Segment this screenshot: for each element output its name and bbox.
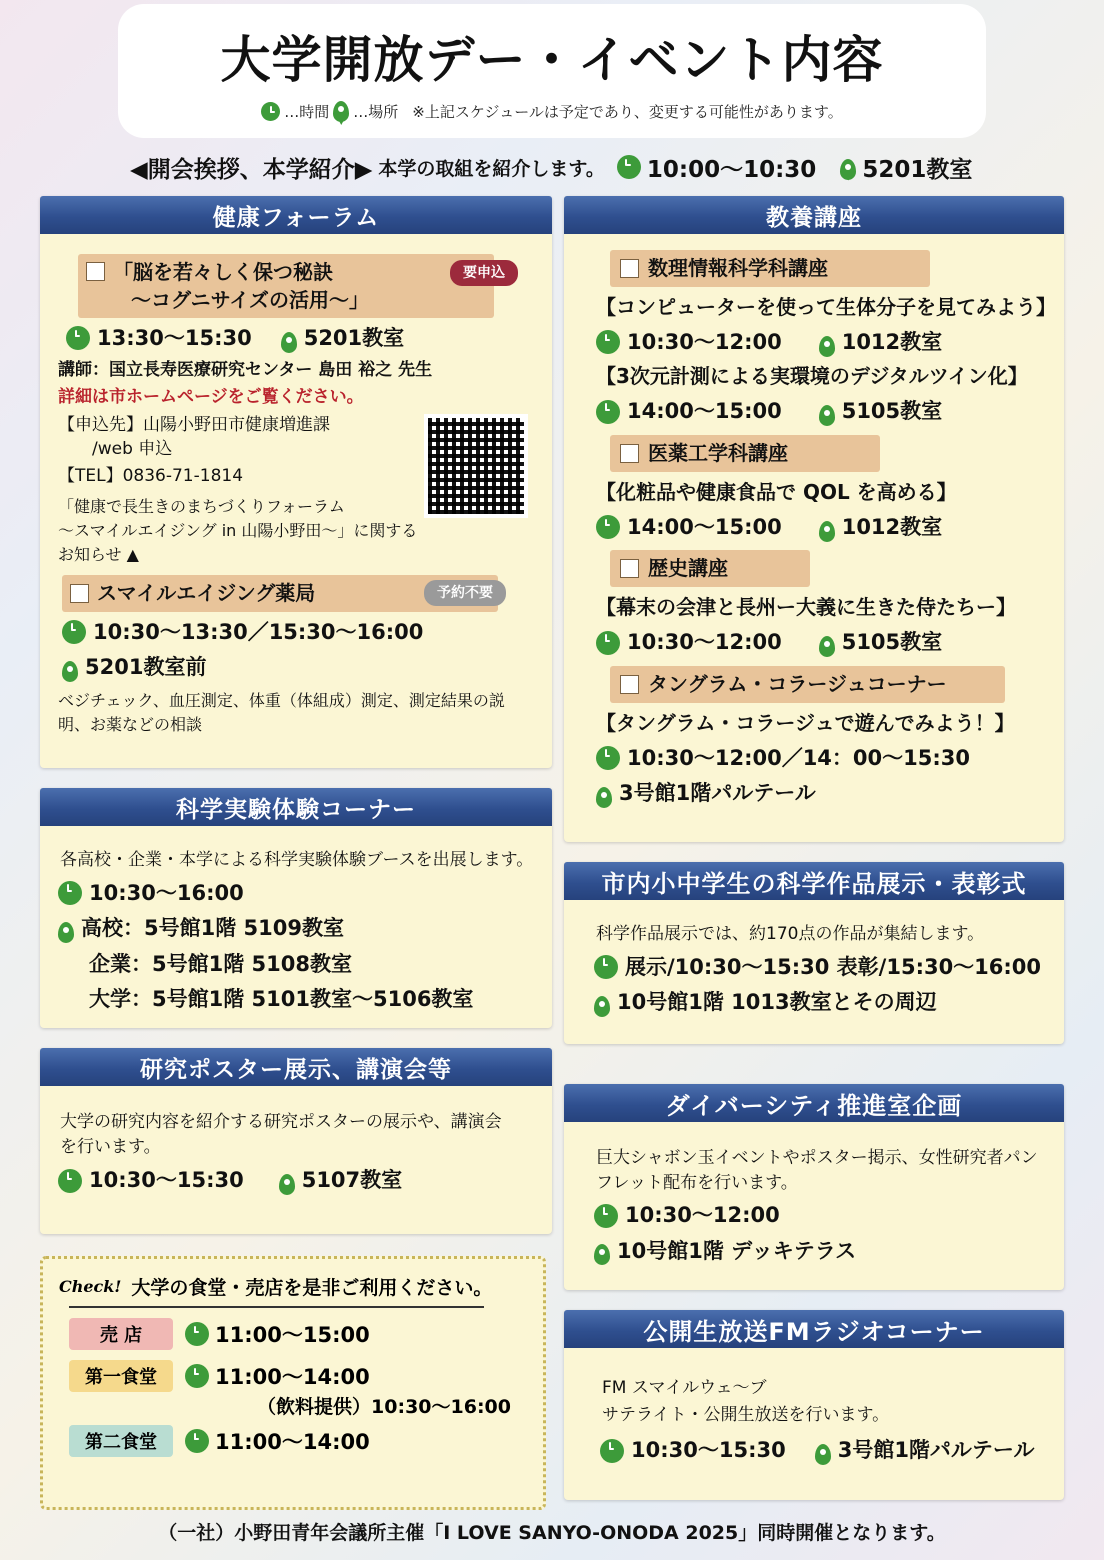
health-item2-time: 10:30〜13:30／15:30〜16:00 [93, 619, 424, 644]
section-poster [40, 1048, 552, 1234]
pin-icon [333, 101, 349, 122]
page-header [118, 4, 986, 138]
diversity-place: 10号館1階 デッキテラス [617, 1238, 857, 1263]
session-title: 【3次元計測による実環境のデジタルツイン化】 [596, 364, 1028, 389]
radio-desc-line2: サテライト・公開生放送を行います。 [602, 1404, 890, 1425]
clock-icon [594, 1204, 618, 1228]
course-group-name: 医薬工学科講座 [648, 440, 788, 465]
clock-icon [185, 1322, 209, 1346]
list-item [69, 1360, 543, 1392]
section-cafeteria [40, 1256, 546, 1510]
clock-icon [596, 330, 620, 354]
cafeteria-time: 11:00〜14:00 [215, 1365, 370, 1389]
poster-time: 10:30〜15:30 [89, 1168, 244, 1193]
health-apply-line2: /web 申込 [92, 439, 173, 460]
section-title: 健康フォーラム [40, 196, 552, 234]
science-place-company: 企業：5号館1階 5108教室 [89, 951, 352, 976]
clock-icon [62, 620, 86, 644]
qr-code [424, 414, 528, 518]
cafeteria-tag: 売 店 [69, 1318, 173, 1350]
health-lecturer: 講師：国立長寿医療研究センター 島田 裕之 先生 [58, 360, 433, 381]
pin-icon [840, 157, 856, 178]
section-title: 市内小中学生の科学作品展示・表彰式 [564, 862, 1064, 900]
science-time: 10:30〜16:00 [89, 880, 244, 905]
exhibition-time: 展示/10:30〜15:30 表彰/15:30〜16:00 [625, 954, 1042, 979]
list-item [69, 1425, 543, 1457]
cafeteria-extra: （飲料提供）10:30〜16:00 [257, 1396, 511, 1418]
health-note2: 〜スマイルエイジング in 山陽小野田〜」に関するお知らせ ▲ [58, 520, 418, 564]
clock-icon [600, 1439, 624, 1463]
footer-note: （一社）小野田青年会議所主催「I LOVE SANYO-ONODA 2025」同時開催となります。 [158, 1522, 946, 1544]
clock-icon [596, 746, 620, 770]
session-title: 【タングラム・コラージュで遊んでみよう！】 [596, 710, 1015, 735]
section-liberal-arts [564, 196, 1064, 842]
health-note1: 「健康で長生きのまちづくりフォーラム [58, 496, 345, 516]
cafeteria-title: 大学の食堂・売店を是非ご利用ください。 [131, 1277, 493, 1299]
session-time: 10:30〜12:00 [627, 330, 782, 354]
page-title: 大学開放デー・イベント内容 [220, 31, 884, 89]
session-place: 1012教室 [841, 330, 943, 354]
session-time: 14:00〜15:00 [627, 399, 782, 424]
legend-note: ※上記スケジュールは予定であり、変更する可能性があります。 [412, 103, 843, 121]
health-apply-line1: 【申込先】山陽小野田市健康増進課 [58, 414, 330, 435]
health-item2-place: 5201教室前 [85, 655, 207, 680]
pin-icon [58, 918, 74, 939]
section-science-experiment [40, 788, 552, 1028]
exhibition-place: 10号館1階 1013教室とその周辺 [617, 990, 937, 1015]
exhibition-desc: 科学作品展示では、約170点の作品が集結します。 [596, 924, 985, 944]
clock-icon [261, 102, 280, 121]
health-item1-line1: 「脳を若々しく保つ秘訣 [113, 260, 333, 284]
clock-icon [58, 881, 82, 905]
session-place: 3号館1階パルテール [619, 781, 816, 806]
radio-place: 3号館1階パルテール [837, 1438, 1035, 1463]
pin-icon [279, 1170, 295, 1191]
cafeteria-time: 11:00〜14:00 [215, 1430, 370, 1454]
diversity-desc-line1: 巨大シャボン玉イベントやポスター掲示、女性研究者パン [596, 1148, 1038, 1168]
clock-icon [594, 955, 618, 979]
checkbox-icon [620, 444, 639, 463]
section-title: 教養講座 [564, 196, 1064, 234]
clock-icon [617, 155, 641, 179]
course-group-name: 歴史講座 [648, 556, 728, 581]
checkbox-icon [620, 675, 639, 694]
section-health-forum [40, 196, 552, 768]
pin-icon [281, 328, 297, 349]
opening-place: 5201教室 [862, 156, 973, 183]
opening-label: ◀開会挨拶、本学紹介▶ [130, 156, 373, 183]
opening-line [130, 150, 1010, 184]
session-time: 14:00〜15:00 [627, 514, 782, 539]
pin-icon [819, 401, 835, 422]
pin-icon [596, 783, 612, 804]
opening-time: 10:00〜10:30 [646, 156, 817, 183]
pin-icon [62, 657, 78, 678]
pin-icon [819, 632, 835, 653]
health-tel: 【TEL】0836-71-1814 [58, 466, 244, 486]
session-title: 【幕末の会津と長州ー大義に生きた侍たちー】 [596, 595, 1016, 620]
legend-time-label: …時間 [284, 103, 330, 121]
clock-icon [66, 326, 90, 350]
section-radio [564, 1310, 1064, 1500]
session-place: 5105教室 [841, 399, 943, 424]
section-title: ダイバーシティ推進室企画 [564, 1084, 1064, 1122]
cafeteria-tag: 第二食堂 [69, 1425, 173, 1457]
status-badge-no-reservation: 予約不要 [424, 580, 506, 606]
session-place: 5105教室 [841, 630, 943, 655]
check-label: Check! [59, 1277, 122, 1296]
poster-desc-line1: 大学の研究内容を紹介する研究ポスターの展示や、講演会 [60, 1112, 502, 1132]
clock-icon [596, 400, 620, 424]
health-item2-title: スマイルエイジング薬局 [97, 580, 316, 605]
health-item2-desc: ベジチェック、血圧測定、体重（体組成）測定、測定結果の説明、お薬などの相談 [58, 690, 505, 734]
session-place: 1012教室 [841, 514, 943, 539]
clock-icon [58, 1169, 82, 1193]
legend-place-label: …場所 [353, 103, 399, 121]
clock-icon [185, 1429, 209, 1453]
science-desc: 各高校・企業・本学による科学実験体験ブースを出展します。 [60, 850, 534, 870]
section-title: 科学実験体験コーナー [40, 788, 552, 826]
poster-place: 5107教室 [301, 1168, 403, 1193]
clock-icon [596, 515, 620, 539]
clock-icon [596, 631, 620, 655]
diversity-desc-line2: フレット配布を行います。 [596, 1172, 798, 1193]
pin-icon [819, 332, 835, 353]
clock-icon [185, 1364, 209, 1388]
status-badge-required: 要申込 [450, 260, 518, 286]
checkbox-icon [620, 559, 639, 578]
checkbox-icon [620, 259, 639, 278]
opening-desc: 本学の取組を紹介します。 [378, 157, 605, 180]
session-time: 10:30〜12:00 [627, 630, 782, 655]
health-item1-line2: 〜コグニサイズの活用〜」 [131, 288, 369, 312]
checkbox-icon [70, 584, 89, 603]
health-detail-note: 詳細は市ホームページをご覧ください。 [58, 387, 364, 408]
radio-desc-line1: FM スマイルウェ〜ブ [602, 1378, 767, 1398]
list-item [69, 1318, 543, 1350]
course-group-name: 数理情報科学科講座 [648, 256, 828, 280]
pin-icon [594, 992, 610, 1013]
section-title: 公開生放送FMラジオコーナー [564, 1310, 1064, 1348]
session-title: 【コンピューターを使って生体分子を見てみよう】 [596, 295, 1056, 319]
section-diversity [564, 1084, 1064, 1290]
cafeteria-tag: 第一食堂 [69, 1360, 173, 1392]
course-group-name: タングラム・コラージュコーナー [648, 671, 947, 696]
radio-time: 10:30〜15:30 [631, 1438, 786, 1463]
diversity-time: 10:30〜12:00 [625, 1203, 780, 1228]
section-title: 研究ポスター展示、講演会等 [40, 1048, 552, 1086]
section-exhibition [564, 862, 1064, 1044]
checkbox-icon [86, 262, 105, 281]
pin-icon [815, 1440, 831, 1461]
science-place-highschool: 高校：5号館1階 5109教室 [81, 916, 344, 941]
poster-desc-line2: を行います。 [60, 1136, 161, 1157]
health-item1-time: 13:30〜15:30 [97, 326, 252, 350]
pin-icon [594, 1240, 610, 1261]
cafeteria-time: 11:00〜15:00 [215, 1323, 370, 1347]
pin-icon [819, 517, 835, 538]
health-item1-place: 5201教室 [303, 326, 405, 350]
session-time: 10:30〜12:00／14：00〜15:30 [627, 745, 970, 770]
legend [261, 101, 843, 122]
session-title: 【化粧品や健康食品で QOL を高める】 [596, 479, 957, 504]
science-place-university: 大学：5号館1階 5101教室〜5106教室 [89, 986, 474, 1011]
